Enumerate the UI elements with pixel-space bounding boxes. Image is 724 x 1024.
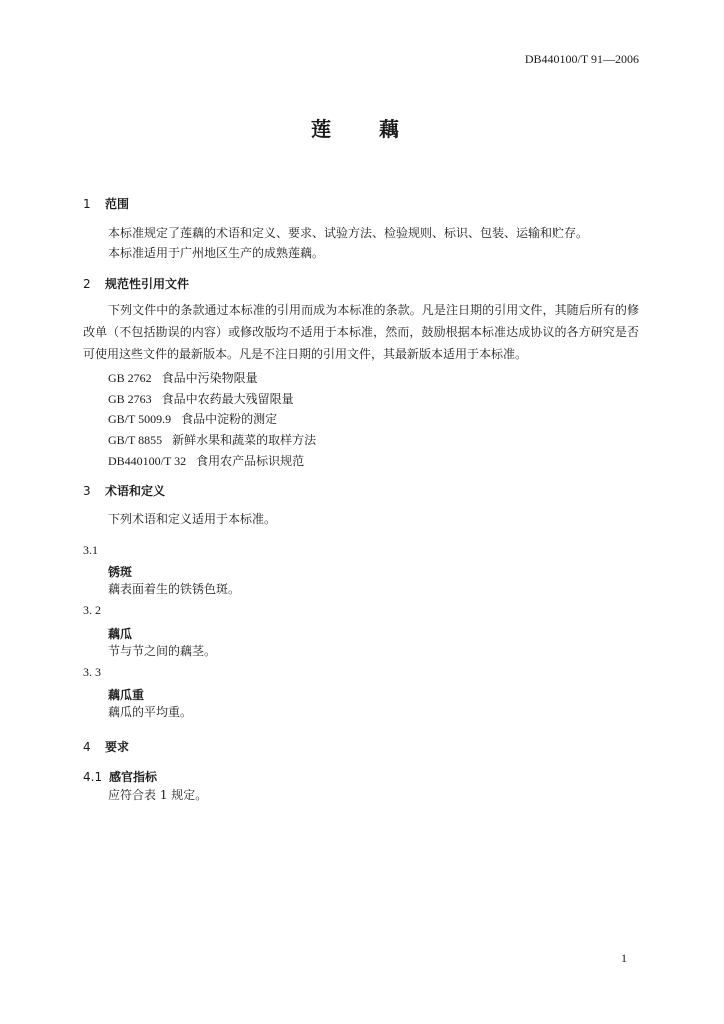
section-4-heading	[83, 738, 129, 755]
section-2-heading	[83, 275, 189, 292]
ref-item: GB 2762 食品中污染物限量	[108, 371, 258, 385]
section-1-number: 1	[83, 197, 91, 211]
term-number: 3.1	[83, 543, 98, 557]
ref-item: GB/T 5009.9 食品中淀粉的测定	[108, 412, 278, 426]
term-definition: 节与节之间的藕茎。	[108, 644, 217, 658]
section-1-title: 范围	[105, 197, 130, 211]
document-code: DB440100/T 91—2006	[524, 52, 639, 66]
section-4-1-number: 4.1	[83, 770, 103, 784]
ref-item: GB 2763 食品中农药最大残留限量	[108, 392, 294, 406]
section-2-number: 2	[83, 277, 91, 291]
ref-item: GB/T 8855 新鲜水果和蔬菜的取样方法	[108, 433, 317, 447]
term-definition: 藕瓜的平均重。	[108, 705, 193, 719]
term-name: 藕瓜重	[108, 688, 145, 702]
ref-item: DB440100/T 32 食用农产品标识规范	[108, 454, 305, 468]
section-1-para-2: 本标准适用于广州地区生产的成熟莲藕。	[108, 246, 325, 260]
section-3-title: 术语和定义	[105, 484, 166, 498]
section-4-1-heading	[83, 768, 157, 785]
term-name: 藕瓜	[108, 627, 133, 641]
section-4-title: 要求	[105, 740, 130, 754]
section-4-1-para-1: 应符合表 1 规定。	[108, 788, 208, 802]
page-title: 莲 藕	[311, 117, 413, 141]
section-4-1-title: 感官指标	[109, 770, 158, 784]
page-number: 1	[621, 951, 627, 965]
section-3-number: 3	[83, 484, 91, 498]
term-definition: 藕表面着生的铁锈色斑。	[108, 582, 241, 596]
section-3-para-1: 下列术语和定义适用于本标准。	[108, 512, 277, 526]
section-2-para-1: 下列文件中的条款通过本标准的引用而成为本标准的条款。凡是注日期的引用文件，其随后所有的修改单（不包括勘误的内容）或修改版均不适用于本标准，然而，鼓励根据本标准达成协议的各方研究是否可使用这些文件的最新版本。凡是不注日期的引用文件，其最新版本适用于本标准。	[83, 303, 639, 361]
term-number: 3. 2	[83, 603, 101, 617]
section-3-heading	[83, 482, 165, 499]
section-4-number: 4	[83, 740, 91, 754]
section-1-heading	[83, 195, 129, 212]
term-number: 3. 3	[83, 665, 101, 679]
term-name: 锈斑	[108, 565, 133, 579]
section-2-title: 规范性引用文件	[105, 277, 190, 291]
section-1-para-1: 本标准规定了莲藕的术语和定义、要求、试验方法、检验规则、标识、包装、运输和贮存。	[108, 226, 589, 240]
